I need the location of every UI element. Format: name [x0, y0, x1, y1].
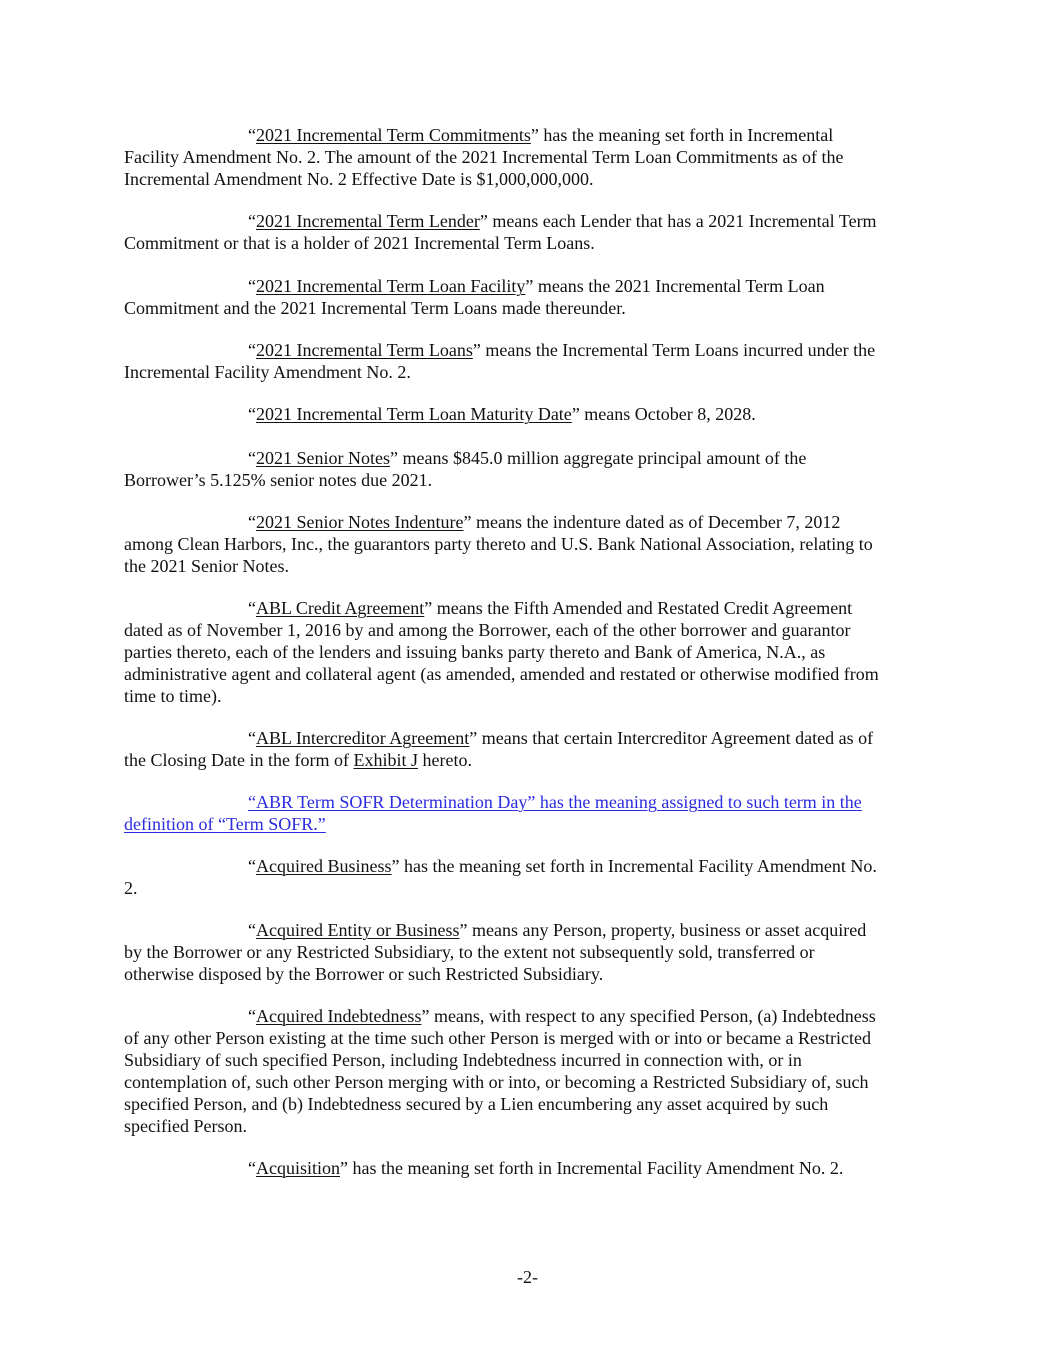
definition-paragraph: [124, 210, 944, 254]
defined-term: 2021 Incremental Term Commitments: [256, 125, 531, 145]
text-segment: the 2021 Senior Notes.: [124, 556, 289, 576]
text-line: [124, 791, 944, 813]
text-line: [124, 1115, 944, 1137]
text-segment: ” means October 8, 2028.: [571, 404, 756, 424]
text-line: [124, 297, 944, 319]
text-segment: definition of “Term SOFR.”: [124, 814, 326, 834]
text-line: “2021 Incremental Term Loans” means the Incremental Term Loans incurred under the: [248, 340, 876, 360]
text-line: “2021 Incremental Term Loan Facility” means the 2021 Incremental Term Loan: [248, 276, 825, 296]
text-segment: by the Borrower or any Restricted Subsidiary, to the extent not subsequently sold, transferred or: [124, 942, 815, 962]
text-line: [124, 168, 944, 190]
text-segment: specified Person, and (b) Indebtedness secured by a Lien encumbering any asset acquired by such: [124, 1094, 829, 1114]
text-segment: ” means the Incremental Term Loans incurred under the: [472, 340, 876, 360]
text-segment: 2.: [124, 878, 138, 898]
definition-paragraph: [124, 447, 944, 491]
text-segment: ” means any Person, property, business or asset acquired: [459, 920, 867, 940]
text-segment: ” means the 2021 Incremental Term Loan: [525, 276, 825, 296]
defined-term: ABL Intercreditor Agreement: [256, 728, 470, 748]
text-line: “2021 Senior Notes” means $845.0 million aggregate principal amount of the: [248, 448, 807, 468]
text-line: [124, 146, 944, 168]
text-segment: ” has the meaning set forth in Incremental Facility Amendment No. 2.: [340, 1158, 844, 1178]
text-segment: ” means $845.0 million aggregate principal amount of the: [390, 448, 807, 468]
text-line: [124, 1071, 944, 1093]
definition-paragraph: [124, 597, 944, 707]
definition-paragraph: [124, 919, 944, 985]
text-line: [124, 1049, 944, 1071]
defined-term: Acquisition: [256, 1158, 340, 1178]
defined-term: 2021 Incremental Term Loan Facility: [256, 276, 526, 296]
text-segment: Incremental Amendment No. 2 Effective Date is $1,000,000,000.: [124, 169, 594, 189]
definition-paragraph-link[interactable]: [124, 791, 944, 835]
defined-term[interactable]: “ABR Term SOFR Determination Day” has the meaning assigned to such term in the: [248, 792, 862, 812]
definition-paragraph: [124, 727, 944, 771]
text-line: [124, 641, 944, 663]
text-line: [124, 533, 944, 555]
text-segment: otherwise disposed by the Borrower or such Restricted Subsidiary.: [124, 964, 604, 984]
definition-paragraph: [124, 1157, 944, 1179]
text-segment: ” has the meaning set forth in Incremental: [530, 125, 834, 145]
text-line: [124, 361, 944, 383]
text-segment: among Clean Harbors, Inc., the guarantors party thereto and U.S. Bank National Association, relating to: [124, 534, 873, 554]
definition-paragraph: [124, 1005, 944, 1137]
definition-paragraph: [124, 339, 944, 383]
defined-term: Acquired Indebtedness: [256, 1006, 422, 1026]
text-segment: ” has the meaning set forth in Incremental Facility Amendment No.: [391, 856, 877, 876]
defined-term: 2021 Senior Notes: [256, 448, 390, 468]
text-line: [124, 749, 944, 771]
text-line: [124, 813, 944, 835]
text-line: “2021 Incremental Term Lender” means each Lender that has a 2021 Incremental Term: [248, 211, 877, 231]
defined-term: 2021 Incremental Term Lender: [256, 211, 480, 231]
text-line: “Acquired Indebtedness” means, with respect to any specified Person, (a) Indebtedness: [248, 1006, 876, 1026]
text-segment: Subsidiary of such specified Person, including Indebtedness incurred in connection with, or in: [124, 1050, 802, 1070]
text-line: “2021 Incremental Term Loan Maturity Date” means October 8, 2028.: [248, 404, 756, 424]
text-segment: administrative agent and collateral agent (as amended, amended and restated or otherwise modified from: [124, 664, 879, 684]
page-number: -2-: [517, 1267, 538, 1287]
text-segment: hereto.: [417, 750, 472, 770]
definition-paragraph: [124, 511, 944, 577]
text-segment: time to time).: [124, 686, 222, 706]
text-segment: Incremental Facility Amendment No. 2.: [124, 362, 411, 382]
text-segment: of any other Person existing at the time such other Person is merged with or into or became a Restricted: [124, 1028, 871, 1048]
text-line: [124, 1093, 944, 1115]
text-line: [124, 619, 944, 641]
text-segment: contemplation of, such other Person merging with or into, or becoming a Restricted Subsidiary of, such: [124, 1072, 869, 1092]
text-line: “2021 Senior Notes Indenture” means the indenture dated as of December 7, 2012: [248, 512, 841, 532]
definition-paragraph: [124, 124, 944, 190]
text-line: [124, 1027, 944, 1049]
text-line: [124, 941, 944, 963]
definition-paragraph: [124, 275, 944, 319]
text-line: “Acquisition” has the meaning set forth in Incremental Facility Amendment No. 2.: [248, 1158, 844, 1178]
definition-paragraph: [124, 403, 944, 425]
text-segment: the Closing Date in the form of: [124, 750, 354, 770]
text-line: [124, 685, 944, 707]
defined-term: 2021 Incremental Term Loan Maturity Date: [256, 404, 572, 424]
text-line: “ABL Credit Agreement” means the Fifth Amended and Restated Credit Agreement: [248, 598, 853, 618]
definition-paragraph: [124, 855, 944, 899]
text-segment: Commitment and the 2021 Incremental Term Loans made thereunder.: [124, 298, 626, 318]
text-line: [124, 232, 944, 254]
text-segment: ” means the Fifth Amended and Restated Credit Agreement: [424, 598, 853, 618]
text-segment: ” means each Lender that has a 2021 Incremental Term: [479, 211, 877, 231]
text-line: “ABL Intercreditor Agreement” means that certain Intercreditor Agreement dated as of: [248, 728, 874, 748]
text-segment: specified Person.: [124, 1116, 247, 1136]
text-line: [124, 877, 944, 899]
defined-term: 2021 Senior Notes Indenture: [256, 512, 464, 532]
text-segment: ” means the indenture dated as of December 7, 2012: [463, 512, 841, 532]
text-line: [124, 555, 944, 577]
text-line: [124, 663, 944, 685]
exhibit-reference: Exhibit J: [353, 750, 418, 770]
defined-term: Acquired Business: [256, 856, 392, 876]
text-segment: Borrower’s 5.125% senior notes due 2021.: [124, 470, 433, 490]
text-line: “Acquired Business” has the meaning set forth in Incremental Facility Amendment No.: [248, 856, 877, 876]
defined-term: ABL Credit Agreement: [256, 598, 425, 618]
text-segment: ” means, with respect to any specified Person, (a) Indebtedness: [421, 1006, 876, 1026]
defined-term: 2021 Incremental Term Loans: [256, 340, 473, 360]
text-line: “2021 Incremental Term Commitments” has the meaning set forth in Incremental: [248, 125, 834, 145]
text-segment: Facility Amendment No. 2. The amount of the 2021 Incremental Term Loan Commitments as of the: [124, 147, 844, 167]
text-line: [124, 963, 944, 985]
text-segment: dated as of November 1, 2016 by and among the Borrower, each of the other borrower and guarantor: [124, 620, 851, 640]
text-line: “Acquired Entity or Business” means any Person, property, business or asset acquired: [248, 920, 867, 940]
text-segment: Commitment or that is a holder of 2021 Incremental Term Loans.: [124, 233, 595, 253]
text-segment: parties thereto, each of the lenders and issuing banks party thereto and Bank of America, N.A., as: [124, 642, 826, 662]
text-line: [124, 469, 944, 491]
defined-term: Acquired Entity or Business: [256, 920, 460, 940]
text-segment: ” means that certain Intercreditor Agreement dated as of: [469, 728, 874, 748]
